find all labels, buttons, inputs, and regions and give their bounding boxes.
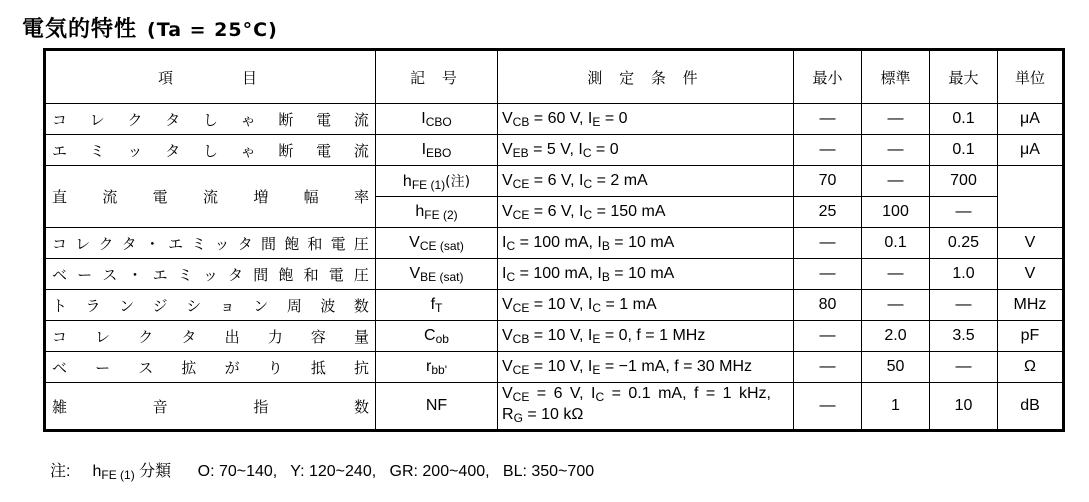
cond-value: = 10 mA	[609, 233, 675, 251]
item-char: 和	[303, 265, 319, 284]
item-name-chars	[52, 109, 369, 130]
note-text: 分類	[139, 463, 172, 480]
item-char: ベ	[52, 358, 68, 377]
min-value: —	[794, 228, 862, 259]
note-symbol-main: h	[92, 463, 102, 480]
item-char: ー	[95, 358, 111, 377]
condition	[498, 290, 794, 321]
item-char: ン	[253, 296, 269, 315]
item-char: タ	[165, 110, 181, 129]
cond-sub: CE	[512, 362, 530, 377]
cond-value: = 10 V,	[529, 295, 588, 313]
typ-value: 100	[862, 197, 930, 228]
cond-sub: C	[582, 145, 592, 160]
typ-value: 1	[862, 383, 930, 431]
max-value: 0.1	[930, 104, 998, 135]
title-condition: (Ta = 25°C)	[147, 19, 278, 41]
item-char: ク	[138, 327, 154, 346]
item-char: ミ	[191, 234, 207, 253]
condition	[498, 135, 794, 166]
item-char: 飽	[284, 234, 300, 253]
cond-sub: CE	[512, 207, 530, 222]
symbol-main: V	[409, 264, 421, 282]
symbol	[376, 197, 498, 228]
cond-var: I	[587, 357, 593, 375]
item-name	[45, 290, 376, 321]
max-value: 3.5	[930, 321, 998, 352]
item-char: タ	[165, 141, 181, 160]
symbol-main: r	[426, 357, 432, 375]
item-char: ジ	[152, 296, 168, 315]
note-class-y: Y: 120~240,	[290, 463, 377, 480]
item-char: 圧	[353, 265, 369, 284]
item-name-chars	[52, 140, 369, 161]
header-unit: 単位	[998, 50, 1064, 104]
table-row	[45, 259, 1064, 290]
item-char: ゃ	[240, 141, 256, 160]
symbol-sub: ob	[435, 331, 449, 346]
item-name-chars	[52, 357, 369, 378]
item-char: 和	[307, 234, 323, 253]
cond-value: = 150 mA	[592, 202, 666, 220]
cond-sub: CB	[512, 114, 530, 129]
item-char: 指	[253, 397, 269, 416]
cond-var: I	[597, 233, 602, 251]
cond-sub: C	[583, 207, 593, 222]
item-name-chars	[52, 295, 369, 316]
cond-sub: C	[583, 176, 593, 191]
item-name-chars	[52, 264, 369, 285]
cond-value: = 1 mA	[601, 295, 657, 313]
item-char: 流	[202, 188, 218, 206]
item-char: ラ	[85, 296, 101, 315]
symbol-note: (注)	[445, 173, 471, 190]
unit: V	[998, 228, 1064, 259]
cond-sub: C	[595, 390, 605, 404]
cond-sub: CE	[512, 300, 530, 315]
cond-value: = 5 V,	[528, 140, 579, 158]
item-char: 電	[316, 110, 332, 129]
header-condition: 測 定 条 件	[498, 50, 794, 104]
item-char: ッ	[127, 141, 143, 160]
cond-value: = 60 V,	[529, 109, 588, 127]
cond-var: I	[579, 202, 584, 220]
item-name-chars	[52, 396, 369, 417]
item-name	[45, 352, 376, 383]
symbol-sub: EBO	[426, 145, 452, 160]
item-char: 力	[267, 327, 283, 346]
condition	[498, 352, 794, 383]
cond-var: V	[502, 295, 513, 313]
cond-sub: CE	[512, 390, 530, 404]
cond-sub: C	[506, 269, 516, 284]
item-char: 容	[310, 327, 326, 346]
item-char: ス	[102, 265, 118, 284]
symbol-main: h	[402, 172, 412, 190]
typ-value: 2.0	[862, 321, 930, 352]
note-label: 注:	[50, 463, 71, 480]
symbol-main: f	[430, 295, 436, 313]
cond-var: I	[578, 140, 583, 158]
unit: dB	[998, 383, 1064, 431]
item-char: 断	[278, 141, 294, 160]
item-char: 数	[353, 296, 369, 315]
table-row	[45, 383, 1064, 431]
cond-var: I	[587, 326, 593, 344]
symbol-sub: CBO	[425, 114, 452, 129]
cond-value: = 0.1 mA, f = 1 kHz,	[604, 385, 771, 402]
item-char: エ	[168, 234, 184, 253]
table-row	[45, 290, 1064, 321]
min-value: 25	[794, 197, 862, 228]
unit: Ω	[998, 352, 1064, 383]
cond-var: V	[502, 140, 513, 158]
typ-value: —	[862, 135, 930, 166]
table-row	[45, 104, 1064, 135]
cond-value: = 0	[600, 109, 628, 127]
cond-value: = 2 mA	[592, 171, 648, 189]
item-name	[45, 104, 376, 135]
item-char: 率	[353, 188, 369, 206]
item-char: ン	[119, 296, 135, 315]
symbol-sub: BE (sat)	[420, 269, 464, 284]
cond-var: V	[502, 385, 513, 402]
item-name	[45, 259, 376, 290]
cond-var: I	[597, 264, 602, 282]
symbol-main: I	[421, 140, 427, 158]
cond-sub: CB	[512, 331, 530, 346]
condition	[498, 228, 794, 259]
header-row	[45, 50, 1064, 104]
table-row	[45, 321, 1064, 352]
cond-sub: B	[601, 238, 610, 253]
symbol-sub: T	[435, 300, 443, 315]
cond-var: I	[591, 385, 596, 402]
symbol-sub: bb'	[431, 362, 447, 377]
item-name-chars	[52, 186, 369, 207]
item-char: ッ	[202, 265, 218, 284]
symbol	[376, 104, 498, 135]
condition	[498, 321, 794, 352]
unit: V	[998, 259, 1064, 290]
cond-var: V	[502, 326, 513, 344]
table-row	[45, 166, 1064, 197]
item-name-chars	[52, 233, 369, 254]
item-char: ベ	[52, 265, 68, 284]
cond-sub: C	[592, 300, 602, 315]
cond-value: = 6 V,	[529, 202, 580, 220]
symbol	[376, 321, 498, 352]
item-char: ゃ	[240, 110, 256, 129]
item-char: コ	[52, 327, 68, 346]
header-item: 項 目	[45, 50, 376, 104]
max-value: 0.25	[930, 228, 998, 259]
cond-value: = 10 V,	[529, 326, 588, 344]
item-char: ー	[77, 265, 93, 284]
item-char: 間	[260, 234, 276, 253]
typ-value: —	[862, 259, 930, 290]
footnote	[50, 458, 594, 482]
cond-sub: E	[592, 331, 601, 346]
cond-var: V	[502, 109, 513, 127]
max-value: —	[930, 197, 998, 228]
symbol	[376, 135, 498, 166]
cond-value: = 10 mA	[609, 264, 675, 282]
symbol-main: C	[424, 326, 436, 344]
item-char: 音	[152, 397, 168, 416]
cond-sub: E	[592, 362, 601, 377]
cond-sub: EB	[512, 145, 529, 160]
cond-var: V	[502, 171, 513, 189]
item-char: 間	[253, 265, 269, 284]
cond-value: = 10 V,	[529, 357, 588, 375]
symbol	[376, 228, 498, 259]
condition	[498, 104, 794, 135]
item-char: し	[202, 110, 218, 129]
item-char: レ	[95, 327, 111, 346]
note-symbol-sub: FE (1)	[101, 468, 135, 482]
note-class-gr: GR: 200~400,	[389, 463, 490, 480]
symbol	[376, 166, 498, 197]
cond-var: I	[587, 295, 593, 313]
condition	[498, 383, 794, 431]
item-name	[45, 383, 376, 431]
typ-value: —	[862, 104, 930, 135]
item-char: ク	[98, 234, 114, 253]
min-value: —	[794, 259, 862, 290]
header-min: 最小	[794, 50, 862, 104]
cond-sub: G	[513, 411, 523, 425]
typ-value: —	[862, 290, 930, 321]
condition-line-2	[502, 406, 793, 427]
cond-value: = 100 mA,	[515, 233, 598, 251]
cond-value: = 10 kΩ	[522, 406, 584, 423]
symbol-main: V	[409, 233, 420, 251]
item-char: レ	[89, 110, 105, 129]
cond-var: I	[587, 109, 593, 127]
item-char: 電	[152, 188, 168, 206]
item-char: り	[267, 358, 283, 377]
item-char: し	[202, 141, 218, 160]
max-value: 1.0	[930, 259, 998, 290]
item-name	[45, 135, 376, 166]
note-symbol	[92, 463, 134, 480]
max-value: 10	[930, 383, 998, 431]
item-char: 抗	[353, 358, 369, 377]
item-char: ・	[127, 265, 143, 284]
item-char: 幅	[303, 188, 319, 206]
electrical-characteristics-table	[43, 48, 1065, 432]
item-char: 増	[253, 188, 269, 206]
cond-value: = 0, f = 1 MHz	[600, 326, 706, 344]
item-char: ト	[52, 296, 68, 315]
symbol: NF	[376, 383, 498, 431]
symbol-main: I	[421, 109, 426, 127]
item-char: レ	[75, 234, 91, 253]
condition	[498, 197, 794, 228]
note-class-bl: BL: 350~700	[502, 463, 595, 480]
typ-value: —	[862, 166, 930, 197]
cond-value: = −1 mA, f = 30 MHz	[600, 357, 753, 375]
cond-value: = 0	[591, 140, 619, 158]
cond-sub: CE	[512, 176, 530, 191]
item-char: 断	[278, 110, 294, 129]
item-char: 流	[102, 188, 118, 206]
item-char: タ	[237, 234, 253, 253]
min-value: —	[794, 135, 862, 166]
symbol	[376, 352, 498, 383]
cond-var: I	[502, 264, 507, 282]
item-char: 電	[330, 234, 346, 253]
symbol-main: h	[415, 202, 425, 220]
symbol-sub: FE (2)	[424, 207, 458, 222]
table-row	[45, 135, 1064, 166]
item-char: 圧	[353, 234, 369, 253]
item-char: 波	[320, 296, 336, 315]
item-char: 量	[353, 327, 369, 346]
condition	[498, 166, 794, 197]
item-char: 出	[224, 327, 240, 346]
max-value: —	[930, 290, 998, 321]
cond-var: I	[579, 171, 584, 189]
min-value: —	[794, 104, 862, 135]
item-char: ・	[144, 234, 160, 253]
cond-sub: B	[601, 269, 610, 284]
min-value: 80	[794, 290, 862, 321]
note-class-o: O: 70~140,	[197, 463, 278, 480]
cond-sub: E	[592, 114, 601, 129]
item-char: タ	[228, 265, 244, 284]
cond-sub: C	[506, 238, 516, 253]
table-row	[45, 352, 1064, 383]
min-value: 70	[794, 166, 862, 197]
typ-value: 50	[862, 352, 930, 383]
cond-var: R	[502, 406, 514, 423]
cond-var: V	[502, 202, 513, 220]
item-char: 電	[328, 265, 344, 284]
unit: μA	[998, 135, 1064, 166]
item-char: ョ	[219, 296, 235, 315]
item-name	[45, 321, 376, 352]
item-char: タ	[181, 327, 197, 346]
item-name	[45, 166, 376, 228]
item-char: エ	[52, 141, 68, 160]
unit: μA	[998, 104, 1064, 135]
item-char: ミ	[177, 265, 193, 284]
item-char: タ	[121, 234, 137, 253]
max-value: 0.1	[930, 135, 998, 166]
section-title	[22, 12, 278, 43]
item-char: 直	[52, 188, 68, 206]
item-char: 流	[353, 141, 369, 160]
cond-value: = 6 V,	[529, 385, 592, 402]
symbol	[376, 259, 498, 290]
item-char: 拡	[181, 358, 197, 377]
cond-value: = 100 mA,	[515, 264, 598, 282]
item-char: コ	[52, 234, 68, 253]
cond-value: = 6 V,	[529, 171, 580, 189]
item-char: シ	[186, 296, 202, 315]
header-max: 最大	[930, 50, 998, 104]
max-value: —	[930, 352, 998, 383]
table-row	[45, 228, 1064, 259]
header-symbol: 記 号	[376, 50, 498, 104]
unit: pF	[998, 321, 1064, 352]
condition	[498, 259, 794, 290]
item-char: 雑	[52, 397, 68, 416]
title-text: 電気的特性	[22, 17, 138, 42]
typ-value: 0.1	[862, 228, 930, 259]
symbol	[376, 290, 498, 321]
item-char: 電	[316, 141, 332, 160]
min-value: —	[794, 321, 862, 352]
unit: MHz	[998, 290, 1064, 321]
min-value: —	[794, 352, 862, 383]
item-char: 数	[353, 397, 369, 416]
cond-var: I	[502, 233, 507, 251]
min-value: —	[794, 383, 862, 431]
item-name-chars	[52, 326, 369, 347]
item-name	[45, 228, 376, 259]
item-char: 周	[286, 296, 302, 315]
item-char: 抵	[310, 358, 326, 377]
item-char: ミ	[89, 141, 105, 160]
unit	[998, 166, 1064, 228]
item-char: 流	[353, 110, 369, 129]
item-char: エ	[152, 265, 168, 284]
cond-var: V	[502, 357, 513, 375]
item-char: 飽	[278, 265, 294, 284]
condition-line-1	[502, 385, 793, 406]
item-char: ク	[127, 110, 143, 129]
item-char: ッ	[214, 234, 230, 253]
item-char: コ	[52, 110, 68, 129]
symbol-sub: CE (sat)	[419, 238, 464, 253]
max-value: 700	[930, 166, 998, 197]
item-char: ス	[138, 358, 154, 377]
symbol-sub: FE (1)	[411, 177, 446, 192]
item-char: が	[224, 358, 240, 377]
header-typ: 標準	[862, 50, 930, 104]
